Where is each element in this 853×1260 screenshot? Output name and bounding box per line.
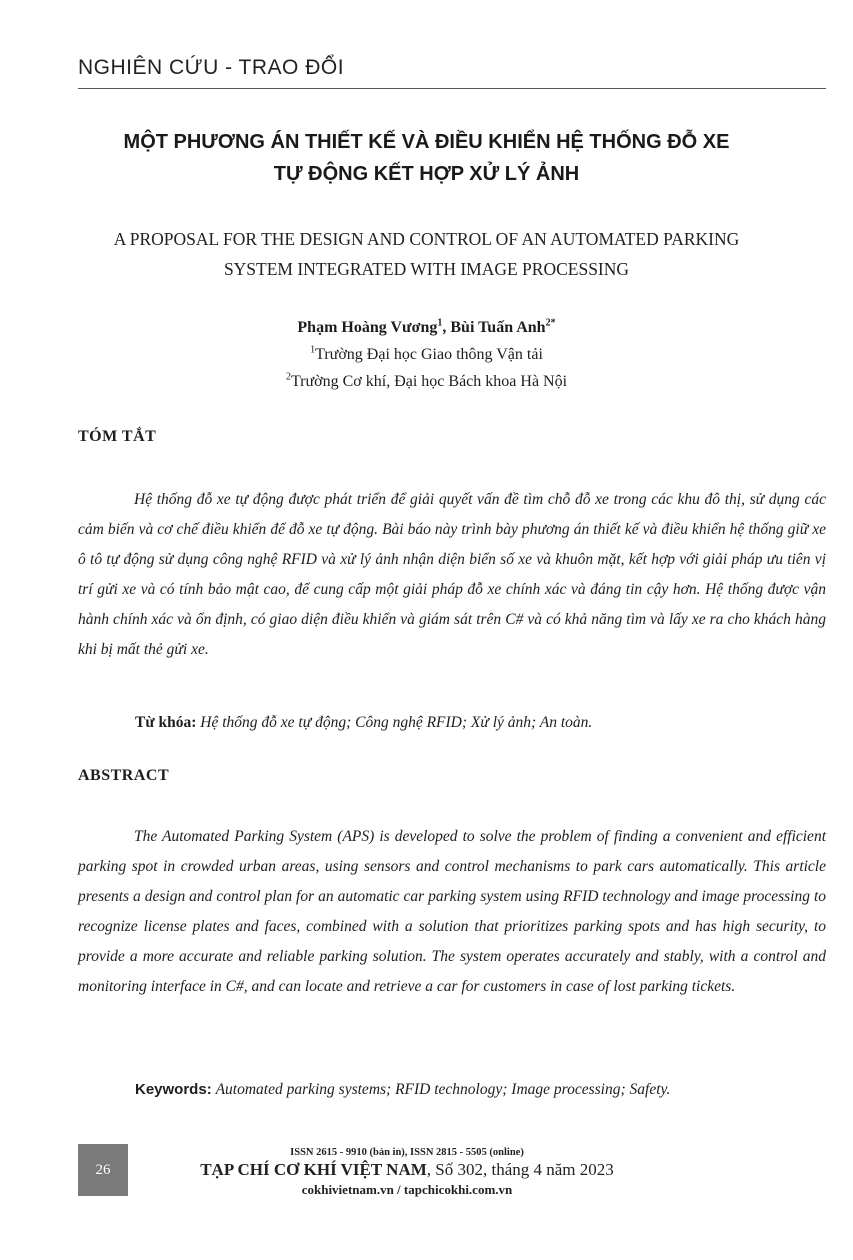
summary-body: Hệ thống đỗ xe tự động được phát triển để giải quyết vấn đề tìm chỗ đỗ xe trong các khu đô thị, sử dụng các cảm biến và cơ chế điều khiển để đỗ xe tự động. Bài báo này trình bày phương án thiết kế và điều khiển hệ thống giữ xe ô tô tự động sử dụng công nghệ RFID và xử lý ảnh nhận diện biển số xe và khuôn mặt, kết hợp với giải pháp ưu tiên vị trí gửi xe và có tính bảo mật cao, để cung cấp một giải pháp đỗ xe chính xác và đáng tin cậy hơn. Hệ thống được vận hành chính xác và ổn định, có giao diện điều khiển và giám sát trên C# và có khả năng tìm và lấy xe ra cho khách hàng khi bị mất thẻ gửi xe. [78,491,826,658]
affiliation-2-text: Trường Cơ khí, Đại học Bách khoa Hà Nội [290,373,568,390]
keywords-vi-label: Từ khóa: [135,714,197,731]
journal-issue: , Số 302, tháng 4 năm 2023 [426,1160,614,1179]
title-en-line-2: SYSTEM INTEGRATED WITH IMAGE PROCESSING [223,259,630,279]
author-2: Bùi Tuấn Anh [450,319,546,336]
affiliation-2 [0,368,853,395]
affiliation-1-mark: 1 [310,344,316,356]
abstract-heading: ABSTRACT [78,767,170,784]
affiliation-1 [0,341,853,368]
author-1-affil-mark: 1 [437,317,443,329]
footer-issn: ISSN 2615 - 9910 (bản in), ISSN 2815 - 5505 (online) [290,1147,524,1158]
footer-journal [147,1159,667,1181]
author-2-affil-mark: 2* [545,317,556,329]
abstract-body: The Automated Parking System (APS) is developed to solve the problem of finding a convenient and efficient parking spot in crowded urban areas, using sensors and control mechanisms to park cars automatically. This article presents a design and control plan for an automatic car parking system using RFID technology and image processing to recognize license plates and faces, combined with a solution that prioritizes parking spots and has high security, to provide a more accurate and reliable parking solution. The system operates accurately and stably, with a control and monitoring interface in C#, and can locate and retrieve a car for customers in case of lost parking tickets. [78,828,826,995]
author-separator: , [442,319,451,336]
keywords-vi [135,711,825,735]
summary-heading: TÓM TẮT [78,428,157,445]
title-english [60,224,793,284]
keywords-en-label: Keywords: [135,1081,212,1098]
title-vi-line-1: MỘT PHƯƠNG ÁN THIẾT KẾ VÀ ĐIỀU KHIỂN HỆ THỐNG ĐỖ XE [123,131,730,153]
affiliation-2-mark: 2 [285,371,291,383]
footer-websites: cokhivietnam.vn / tapchicokhi.com.vn [301,1182,513,1197]
author-1: Phạm Hoàng Vương [297,319,438,336]
title-en-line-1: A PROPOSAL FOR THE DESIGN AND CONTROL OF AN AUTOMATED PARKING [113,229,740,249]
author-names [0,314,853,341]
affiliation-1-text: Trường Đại học Giao thông Vận tải [315,346,543,363]
keywords-en [135,1078,825,1102]
keywords-vi-text: Hệ thống đỗ xe tự động; Công nghệ RFID; Xử lý ảnh; An toàn. [200,714,593,731]
title-vietnamese [60,126,793,190]
author-block [0,314,853,395]
title-vi-line-2: TỰ ĐỘNG KẾT HỢP XỬ LÝ ẢNH [273,163,580,185]
journal-name: TẠP CHÍ CƠ KHÍ VIỆT NAM [200,1160,427,1179]
keywords-en-text: Automated parking systems; RFID technology; Image processing; Safety. [215,1081,671,1098]
header-divider [78,88,826,89]
section-header: NGHIÊN CỨU - TRAO ĐỔI [78,56,345,79]
footer-info [147,1146,667,1198]
page-number: 26 [78,1144,128,1196]
